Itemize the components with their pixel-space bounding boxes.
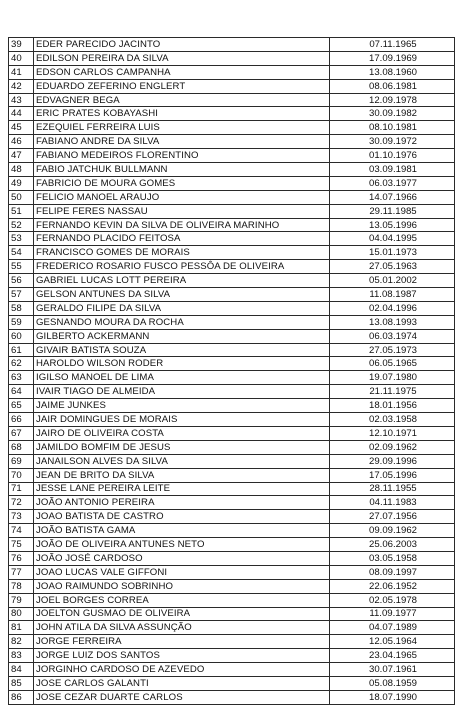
- person-name-cell: FREDERICO ROSARIO FUSCO PESSÔA DE OLIVEIRA: [34, 260, 330, 274]
- birth-date-cell: 13.08.1993: [330, 315, 455, 329]
- table-row: [9, 593, 455, 607]
- person-name-cell: IGILSO MANOEL DE LIMA: [34, 371, 330, 385]
- row-number-cell: 69: [9, 454, 34, 468]
- person-name-cell: JANAILSON ALVES DA SILVA: [34, 454, 330, 468]
- table-row: [9, 260, 455, 274]
- person-name-cell: EDILSON PEREIRA DA SILVA: [34, 51, 330, 65]
- row-number-cell: 85: [9, 676, 34, 690]
- birth-date-cell: 08.10.1981: [330, 121, 455, 135]
- table-row: [9, 413, 455, 427]
- person-name-cell: JOÃO ANTONIO PEREIRA: [34, 496, 330, 510]
- person-name-cell: JOSE CARLOS GALANTI: [34, 676, 330, 690]
- birth-date-cell: 05.08.1959: [330, 676, 455, 690]
- table-row: [9, 510, 455, 524]
- birth-date-cell: 29.09.1996: [330, 454, 455, 468]
- birth-date-cell: 13.05.1996: [330, 218, 455, 232]
- birth-date-cell: 07.11.1965: [330, 38, 455, 52]
- row-number-cell: 46: [9, 135, 34, 149]
- person-name-cell: JOAO BATISTA DE CASTRO: [34, 510, 330, 524]
- birth-date-cell: 29.11.1985: [330, 204, 455, 218]
- birth-date-cell: 25.06.2003: [330, 538, 455, 552]
- person-name-cell: FERNANDO PLACIDO FEITOSA: [34, 232, 330, 246]
- row-number-cell: 67: [9, 426, 34, 440]
- row-number-cell: 76: [9, 551, 34, 565]
- birth-date-cell: 14.07.1966: [330, 190, 455, 204]
- row-number-cell: 57: [9, 288, 34, 302]
- row-number-cell: 48: [9, 163, 34, 177]
- table-row: [9, 426, 455, 440]
- row-number-cell: 56: [9, 274, 34, 288]
- row-number-cell: 83: [9, 649, 34, 663]
- row-number-cell: 81: [9, 621, 34, 635]
- roster-table-body: [9, 38, 455, 705]
- person-name-cell: EDVAGNER BEGA: [34, 93, 330, 107]
- table-row: [9, 565, 455, 579]
- row-number-cell: 78: [9, 579, 34, 593]
- table-row: [9, 649, 455, 663]
- table-row: [9, 663, 455, 677]
- table-row: [9, 579, 455, 593]
- birth-date-cell: 03.05.1958: [330, 551, 455, 565]
- birth-date-cell: 27.07.1956: [330, 510, 455, 524]
- birth-date-cell: 27.05.1973: [330, 343, 455, 357]
- table-row: [9, 190, 455, 204]
- row-number-cell: 64: [9, 385, 34, 399]
- table-row: [9, 496, 455, 510]
- person-name-cell: JESSE LANE PEREIRA LEITE: [34, 482, 330, 496]
- person-name-cell: JOSE CEZAR DUARTE CARLOS: [34, 690, 330, 704]
- birth-date-cell: 09.09.1962: [330, 524, 455, 538]
- person-name-cell: JAMILDO BOMFIM DE JESUS: [34, 440, 330, 454]
- person-name-cell: FELIPE FERES NASSAU: [34, 204, 330, 218]
- row-number-cell: 59: [9, 315, 34, 329]
- table-row: [9, 621, 455, 635]
- person-name-cell: EZEQUIEL FERREIRA LUIS: [34, 121, 330, 135]
- row-number-cell: 79: [9, 593, 34, 607]
- birth-date-cell: 15.01.1973: [330, 246, 455, 260]
- person-name-cell: JORGE LUIZ DOS SANTOS: [34, 649, 330, 663]
- birth-date-cell: 12.05.1964: [330, 635, 455, 649]
- table-row: [9, 176, 455, 190]
- row-number-cell: 66: [9, 413, 34, 427]
- person-name-cell: FABIANO ANDRE DA SILVA: [34, 135, 330, 149]
- person-name-cell: JAIRO DE OLIVEIRA COSTA: [34, 426, 330, 440]
- person-name-cell: JAIR DOMINGUES DE MORAIS: [34, 413, 330, 427]
- person-name-cell: GILBERTO ACKERMANN: [34, 329, 330, 343]
- birth-date-cell: 23.04.1965: [330, 649, 455, 663]
- birth-date-cell: 11.09.1977: [330, 607, 455, 621]
- row-number-cell: 60: [9, 329, 34, 343]
- birth-date-cell: 06.05.1965: [330, 357, 455, 371]
- table-row: [9, 357, 455, 371]
- row-number-cell: 43: [9, 93, 34, 107]
- birth-date-cell: 21.11.1975: [330, 385, 455, 399]
- birth-date-cell: 06.03.1974: [330, 329, 455, 343]
- row-number-cell: 72: [9, 496, 34, 510]
- row-number-cell: 70: [9, 468, 34, 482]
- birth-date-cell: 04.04.1995: [330, 232, 455, 246]
- table-row: [9, 135, 455, 149]
- row-number-cell: 74: [9, 524, 34, 538]
- person-name-cell: JEAN DE BRITO DA SILVA: [34, 468, 330, 482]
- row-number-cell: 51: [9, 204, 34, 218]
- birth-date-cell: 18.07.1990: [330, 690, 455, 704]
- row-number-cell: 65: [9, 399, 34, 413]
- table-row: [9, 676, 455, 690]
- birth-date-cell: 02.04.1996: [330, 301, 455, 315]
- row-number-cell: 73: [9, 510, 34, 524]
- row-number-cell: 42: [9, 79, 34, 93]
- table-row: [9, 274, 455, 288]
- birth-date-cell: 30.07.1961: [330, 663, 455, 677]
- row-number-cell: 39: [9, 38, 34, 52]
- table-row: [9, 635, 455, 649]
- birth-date-cell: 18.01.1956: [330, 399, 455, 413]
- birth-date-cell: 03.09.1981: [330, 163, 455, 177]
- table-row: [9, 107, 455, 121]
- birth-date-cell: 12.09.1978: [330, 93, 455, 107]
- table-row: [9, 301, 455, 315]
- table-row: [9, 65, 455, 79]
- table-row: [9, 51, 455, 65]
- person-name-cell: FABIO JATCHUK BULLMANN: [34, 163, 330, 177]
- birth-date-cell: 04.07.1989: [330, 621, 455, 635]
- person-name-cell: GELSON ANTUNES DA SILVA: [34, 288, 330, 302]
- person-name-cell: JOÃO JOSÉ CARDOSO: [34, 551, 330, 565]
- person-name-cell: HAROLDO WILSON RODER: [34, 357, 330, 371]
- table-row: [9, 538, 455, 552]
- birth-date-cell: 06.03.1977: [330, 176, 455, 190]
- row-number-cell: 77: [9, 565, 34, 579]
- row-number-cell: 75: [9, 538, 34, 552]
- table-row: [9, 121, 455, 135]
- table-row: [9, 163, 455, 177]
- row-number-cell: 52: [9, 218, 34, 232]
- birth-date-cell: 02.05.1978: [330, 593, 455, 607]
- birth-date-cell: 28.11.1955: [330, 482, 455, 496]
- person-name-cell: JOEL BORGES CORREA: [34, 593, 330, 607]
- table-row: [9, 468, 455, 482]
- birth-date-cell: 30.09.1972: [330, 135, 455, 149]
- table-row: [9, 38, 455, 52]
- person-name-cell: JOELTON GUSMAO DE OLIVEIRA: [34, 607, 330, 621]
- birth-date-cell: 11.08.1987: [330, 288, 455, 302]
- row-number-cell: 55: [9, 260, 34, 274]
- person-name-cell: FRANCISCO GOMES DE MORAIS: [34, 246, 330, 260]
- row-number-cell: 47: [9, 149, 34, 163]
- person-name-cell: EDER PARECIDO JACINTO: [34, 38, 330, 52]
- row-number-cell: 61: [9, 343, 34, 357]
- birth-date-cell: 04.11.1983: [330, 496, 455, 510]
- person-name-cell: JOÃO BATISTA GAMA: [34, 524, 330, 538]
- table-row: [9, 385, 455, 399]
- table-row: [9, 690, 455, 704]
- table-row: [9, 524, 455, 538]
- row-number-cell: 53: [9, 232, 34, 246]
- row-number-cell: 82: [9, 635, 34, 649]
- table-row: [9, 93, 455, 107]
- birth-date-cell: 02.09.1962: [330, 440, 455, 454]
- person-name-cell: ERIC PRATES KOBAYASHI: [34, 107, 330, 121]
- table-row: [9, 454, 455, 468]
- birth-date-cell: 17.05.1996: [330, 468, 455, 482]
- birth-date-cell: 01.10.1976: [330, 149, 455, 163]
- table-row: [9, 551, 455, 565]
- birth-date-cell: 13.08.1960: [330, 65, 455, 79]
- person-name-cell: GESNANDO MOURA DA ROCHA: [34, 315, 330, 329]
- birth-date-cell: 17.09.1969: [330, 51, 455, 65]
- person-name-cell: JOAO RAIMUNDO SOBRINHO: [34, 579, 330, 593]
- person-name-cell: GIVAIR BATISTA SOUZA: [34, 343, 330, 357]
- person-name-cell: JORGINHO CARDOSO DE AZEVEDO: [34, 663, 330, 677]
- person-name-cell: JOAO LUCAS VALE GIFFONI: [34, 565, 330, 579]
- person-name-cell: FELICIO MANOEL ARAUJO: [34, 190, 330, 204]
- person-name-cell: GABRIEL LUCAS LOTT PEREIRA: [34, 274, 330, 288]
- table-row: [9, 371, 455, 385]
- person-name-cell: FERNANDO KEVIN DA SILVA DE OLIVEIRA MARINHO: [34, 218, 330, 232]
- birth-date-cell: 02.03.1958: [330, 413, 455, 427]
- row-number-cell: 63: [9, 371, 34, 385]
- person-name-cell: IVAIR TIAGO DE ALMEIDA: [34, 385, 330, 399]
- roster-sheet: [8, 37, 454, 705]
- table-row: [9, 343, 455, 357]
- person-name-cell: GERALDO FILIPE DA SILVA: [34, 301, 330, 315]
- row-number-cell: 45: [9, 121, 34, 135]
- birth-date-cell: 05.01.2002: [330, 274, 455, 288]
- row-number-cell: 68: [9, 440, 34, 454]
- person-name-cell: JORGE FERREIRA: [34, 635, 330, 649]
- person-name-cell: EDSON CARLOS CAMPANHA: [34, 65, 330, 79]
- birth-date-cell: 19.07.1980: [330, 371, 455, 385]
- person-name-cell: JAIME JUNKES: [34, 399, 330, 413]
- table-row: [9, 607, 455, 621]
- row-number-cell: 40: [9, 51, 34, 65]
- person-name-cell: FABRICIO DE MOURA GOMES: [34, 176, 330, 190]
- table-row: [9, 232, 455, 246]
- birth-date-cell: 08.09.1997: [330, 565, 455, 579]
- table-row: [9, 204, 455, 218]
- row-number-cell: 80: [9, 607, 34, 621]
- row-number-cell: 50: [9, 190, 34, 204]
- table-row: [9, 218, 455, 232]
- table-row: [9, 288, 455, 302]
- row-number-cell: 71: [9, 482, 34, 496]
- table-row: [9, 440, 455, 454]
- person-name-cell: JOHN ATILA DA SILVA ASSUNÇÃO: [34, 621, 330, 635]
- person-name-cell: EDUARDO ZEFERINO ENGLERT: [34, 79, 330, 93]
- row-number-cell: 62: [9, 357, 34, 371]
- person-name-cell: JOÃO DE OLIVEIRA ANTUNES NETO: [34, 538, 330, 552]
- birth-date-cell: 30.09.1982: [330, 107, 455, 121]
- birth-date-cell: 08.06.1981: [330, 79, 455, 93]
- table-row: [9, 149, 455, 163]
- table-row: [9, 79, 455, 93]
- row-number-cell: 54: [9, 246, 34, 260]
- table-row: [9, 482, 455, 496]
- roster-table: [8, 37, 455, 705]
- row-number-cell: 49: [9, 176, 34, 190]
- row-number-cell: 86: [9, 690, 34, 704]
- table-row: [9, 246, 455, 260]
- birth-date-cell: 22.06.1952: [330, 579, 455, 593]
- birth-date-cell: 27.05.1963: [330, 260, 455, 274]
- table-row: [9, 315, 455, 329]
- row-number-cell: 58: [9, 301, 34, 315]
- row-number-cell: 41: [9, 65, 34, 79]
- row-number-cell: 84: [9, 663, 34, 677]
- table-row: [9, 399, 455, 413]
- person-name-cell: FABIANO MEDEIROS FLORENTINO: [34, 149, 330, 163]
- table-row: [9, 329, 455, 343]
- birth-date-cell: 12.10.1971: [330, 426, 455, 440]
- row-number-cell: 44: [9, 107, 34, 121]
